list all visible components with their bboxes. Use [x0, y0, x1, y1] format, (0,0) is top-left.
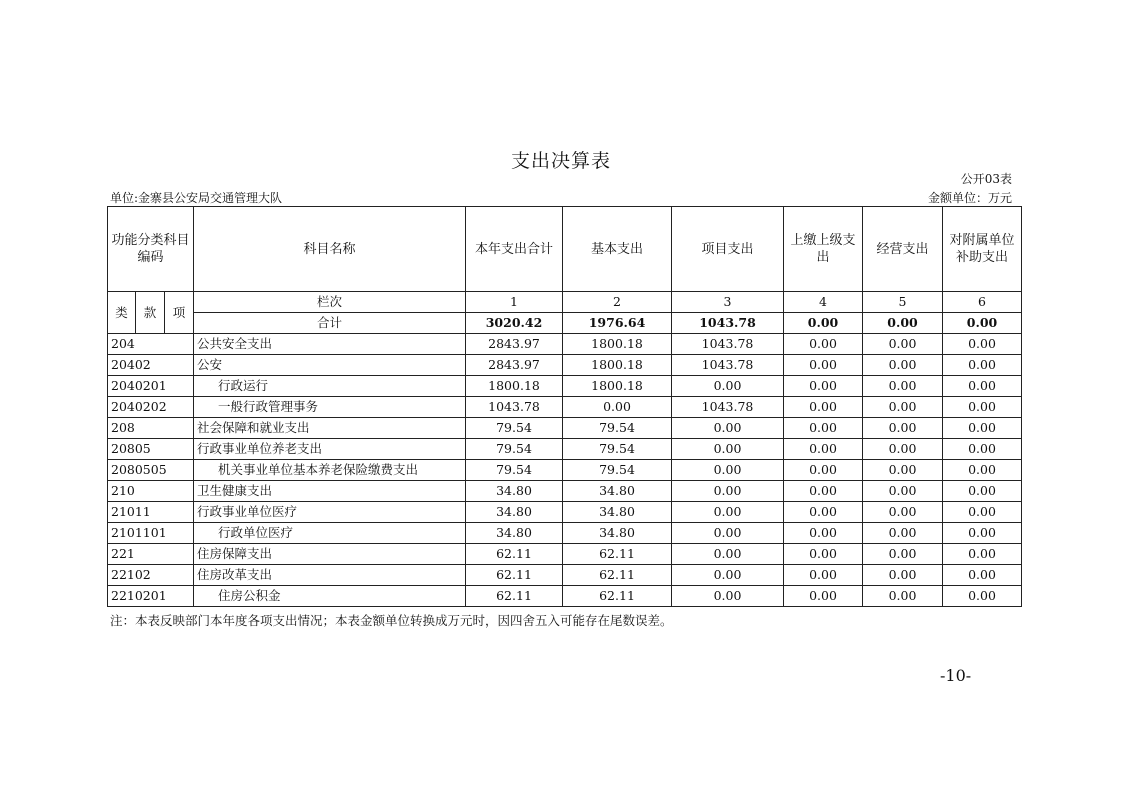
- header-subject-name: 科目名称: [194, 207, 466, 292]
- row-subject-name: 行政事业单位养老支出: [194, 439, 466, 460]
- row-code: 20805: [108, 439, 194, 460]
- row-value: 79.54: [466, 460, 563, 481]
- col-num: 1: [466, 292, 563, 313]
- row-value: 0.00: [863, 334, 943, 355]
- row-value: 0.00: [672, 502, 784, 523]
- row-subject-name: 一般行政管理事务: [194, 397, 466, 418]
- page-number: -10-: [940, 666, 972, 685]
- row-value: 1800.18: [466, 376, 563, 397]
- row-value: 0.00: [863, 460, 943, 481]
- row-value: 34.80: [466, 481, 563, 502]
- row-value: 1043.78: [672, 397, 784, 418]
- row-code: 21011: [108, 502, 194, 523]
- row-value: 1043.78: [672, 334, 784, 355]
- row-value: 0.00: [784, 481, 863, 502]
- row-value: 0.00: [863, 502, 943, 523]
- header-xiang: 项: [165, 292, 194, 334]
- row-value: 34.80: [563, 481, 672, 502]
- lanci-label: 栏次: [194, 292, 466, 313]
- row-value: 0.00: [863, 376, 943, 397]
- row-value: 62.11: [563, 565, 672, 586]
- row-subject-name: 住房保障支出: [194, 544, 466, 565]
- table-row: [108, 481, 1022, 502]
- header-basic: 基本支出: [563, 207, 672, 292]
- row-value: 1800.18: [563, 355, 672, 376]
- table-row: [108, 376, 1022, 397]
- row-value: 0.00: [784, 418, 863, 439]
- row-value: 1800.18: [563, 334, 672, 355]
- col-num: 6: [943, 292, 1022, 313]
- row-value: 1800.18: [563, 376, 672, 397]
- row-value: 0.00: [943, 544, 1022, 565]
- row-value: 0.00: [863, 397, 943, 418]
- row-value: 62.11: [563, 544, 672, 565]
- total-value: 0.00: [863, 313, 943, 334]
- row-value: 0.00: [784, 376, 863, 397]
- row-value: 0.00: [943, 334, 1022, 355]
- row-subject-name: 行政单位医疗: [194, 523, 466, 544]
- row-value: 0.00: [784, 439, 863, 460]
- row-value: 0.00: [863, 355, 943, 376]
- table-row: [108, 565, 1022, 586]
- table-row: [108, 334, 1022, 355]
- total-row: [108, 313, 1022, 334]
- col-num: 2: [563, 292, 672, 313]
- header-project: 项目支出: [672, 207, 784, 292]
- row-value: 0.00: [784, 565, 863, 586]
- row-value: 0.00: [943, 523, 1022, 544]
- row-code: 2101101: [108, 523, 194, 544]
- col-num: 5: [863, 292, 943, 313]
- row-value: 62.11: [466, 586, 563, 607]
- row-value: 62.11: [563, 586, 672, 607]
- row-value: 62.11: [466, 544, 563, 565]
- row-value: 79.54: [563, 439, 672, 460]
- footnote: 注：本表反映部门本年度各项支出情况；本表金额单位转换成万元时，因四舍五入可能存在尾数误差。: [110, 613, 673, 628]
- row-value: 0.00: [863, 586, 943, 607]
- row-code: 210: [108, 481, 194, 502]
- row-value: 0.00: [563, 397, 672, 418]
- row-value: 79.54: [466, 418, 563, 439]
- row-value: 0.00: [943, 439, 1022, 460]
- form-number: 公开03表: [960, 172, 1012, 186]
- row-subject-name: 行政事业单位医疗: [194, 502, 466, 523]
- row-value: 0.00: [672, 523, 784, 544]
- row-value: 0.00: [672, 565, 784, 586]
- row-value: 0.00: [863, 418, 943, 439]
- row-code: 221: [108, 544, 194, 565]
- row-value: 79.54: [563, 418, 672, 439]
- row-subject-name: 住房改革支出: [194, 565, 466, 586]
- row-value: 34.80: [563, 523, 672, 544]
- table-row: [108, 439, 1022, 460]
- row-subject-name: 社会保障和就业支出: [194, 418, 466, 439]
- total-value: 3020.42: [466, 313, 563, 334]
- header-total: 本年支出合计: [466, 207, 563, 292]
- row-value: 2843.97: [466, 334, 563, 355]
- row-subject-name: 卫生健康支出: [194, 481, 466, 502]
- row-value: 34.80: [466, 523, 563, 544]
- total-value: 0.00: [943, 313, 1022, 334]
- total-value: 1043.78: [672, 313, 784, 334]
- row-value: 79.54: [563, 460, 672, 481]
- table-row: [108, 502, 1022, 523]
- row-value: 0.00: [943, 460, 1022, 481]
- table-title: 支出决算表: [510, 150, 611, 172]
- row-subject-name: 住房公积金: [194, 586, 466, 607]
- row-value: 0.00: [863, 439, 943, 460]
- table-row: [108, 418, 1022, 439]
- expenditure-table: [107, 206, 1022, 607]
- table-row: [108, 544, 1022, 565]
- row-value: 0.00: [784, 460, 863, 481]
- row-value: 0.00: [784, 334, 863, 355]
- row-value: 0.00: [784, 586, 863, 607]
- table-row: [108, 586, 1022, 607]
- header-lei: 类: [108, 292, 136, 334]
- row-value: 0.00: [943, 502, 1022, 523]
- row-value: 0.00: [943, 355, 1022, 376]
- row-code: 2040201: [108, 376, 194, 397]
- row-value: 0.00: [672, 439, 784, 460]
- row-code: 22102: [108, 565, 194, 586]
- row-value: 0.00: [784, 502, 863, 523]
- row-value: 34.80: [563, 502, 672, 523]
- col-num: 3: [672, 292, 784, 313]
- row-code: 204: [108, 334, 194, 355]
- table-row: [108, 355, 1022, 376]
- row-code: 2040202: [108, 397, 194, 418]
- row-value: 0.00: [943, 418, 1022, 439]
- row-value: 0.00: [784, 523, 863, 544]
- row-value: 79.54: [466, 439, 563, 460]
- row-value: 1043.78: [466, 397, 563, 418]
- header-operating: 经营支出: [863, 207, 943, 292]
- row-code: 2080505: [108, 460, 194, 481]
- row-value: 0.00: [943, 586, 1022, 607]
- row-code: 208: [108, 418, 194, 439]
- row-value: 2843.97: [466, 355, 563, 376]
- unit-name: 单位:金寨县公安局交通管理大队: [110, 191, 283, 205]
- row-subject-name: 机关事业单位基本养老保险缴费支出: [194, 460, 466, 481]
- header-kuan: 款: [136, 292, 165, 334]
- col-num: 4: [784, 292, 863, 313]
- header-upper: 上缴上级支出: [784, 207, 863, 292]
- row-subject-name: 公安: [194, 355, 466, 376]
- row-value: 34.80: [466, 502, 563, 523]
- amount-unit: 金额单位：万元: [927, 191, 1012, 205]
- row-value: 0.00: [863, 544, 943, 565]
- row-value: 0.00: [943, 376, 1022, 397]
- row-value: 0.00: [672, 418, 784, 439]
- header-func-code: 功能分类科目编码: [108, 207, 194, 292]
- column-number-row: [108, 292, 1022, 313]
- row-value: 0.00: [943, 397, 1022, 418]
- table-row: [108, 523, 1022, 544]
- row-code: 20402: [108, 355, 194, 376]
- row-value: 0.00: [672, 481, 784, 502]
- header-subsidy: 对附属单位补助支出: [943, 207, 1022, 292]
- row-code: 2210201: [108, 586, 194, 607]
- row-subject-name: 行政运行: [194, 376, 466, 397]
- row-value: 0.00: [863, 481, 943, 502]
- total-label: 合计: [194, 313, 466, 334]
- row-value: 1043.78: [672, 355, 784, 376]
- row-value: 0.00: [863, 523, 943, 544]
- total-value: 1976.64: [563, 313, 672, 334]
- row-value: 0.00: [672, 586, 784, 607]
- header-row: [108, 207, 1022, 292]
- row-value: 0.00: [863, 565, 943, 586]
- row-value: 0.00: [784, 397, 863, 418]
- row-value: 0.00: [672, 544, 784, 565]
- row-value: 0.00: [784, 544, 863, 565]
- table-row: [108, 397, 1022, 418]
- row-value: 62.11: [466, 565, 563, 586]
- row-subject-name: 公共安全支出: [194, 334, 466, 355]
- row-value: 0.00: [784, 355, 863, 376]
- row-value: 0.00: [672, 376, 784, 397]
- total-value: 0.00: [784, 313, 863, 334]
- table-row: [108, 460, 1022, 481]
- row-value: 0.00: [943, 481, 1022, 502]
- row-value: 0.00: [943, 565, 1022, 586]
- row-value: 0.00: [672, 460, 784, 481]
